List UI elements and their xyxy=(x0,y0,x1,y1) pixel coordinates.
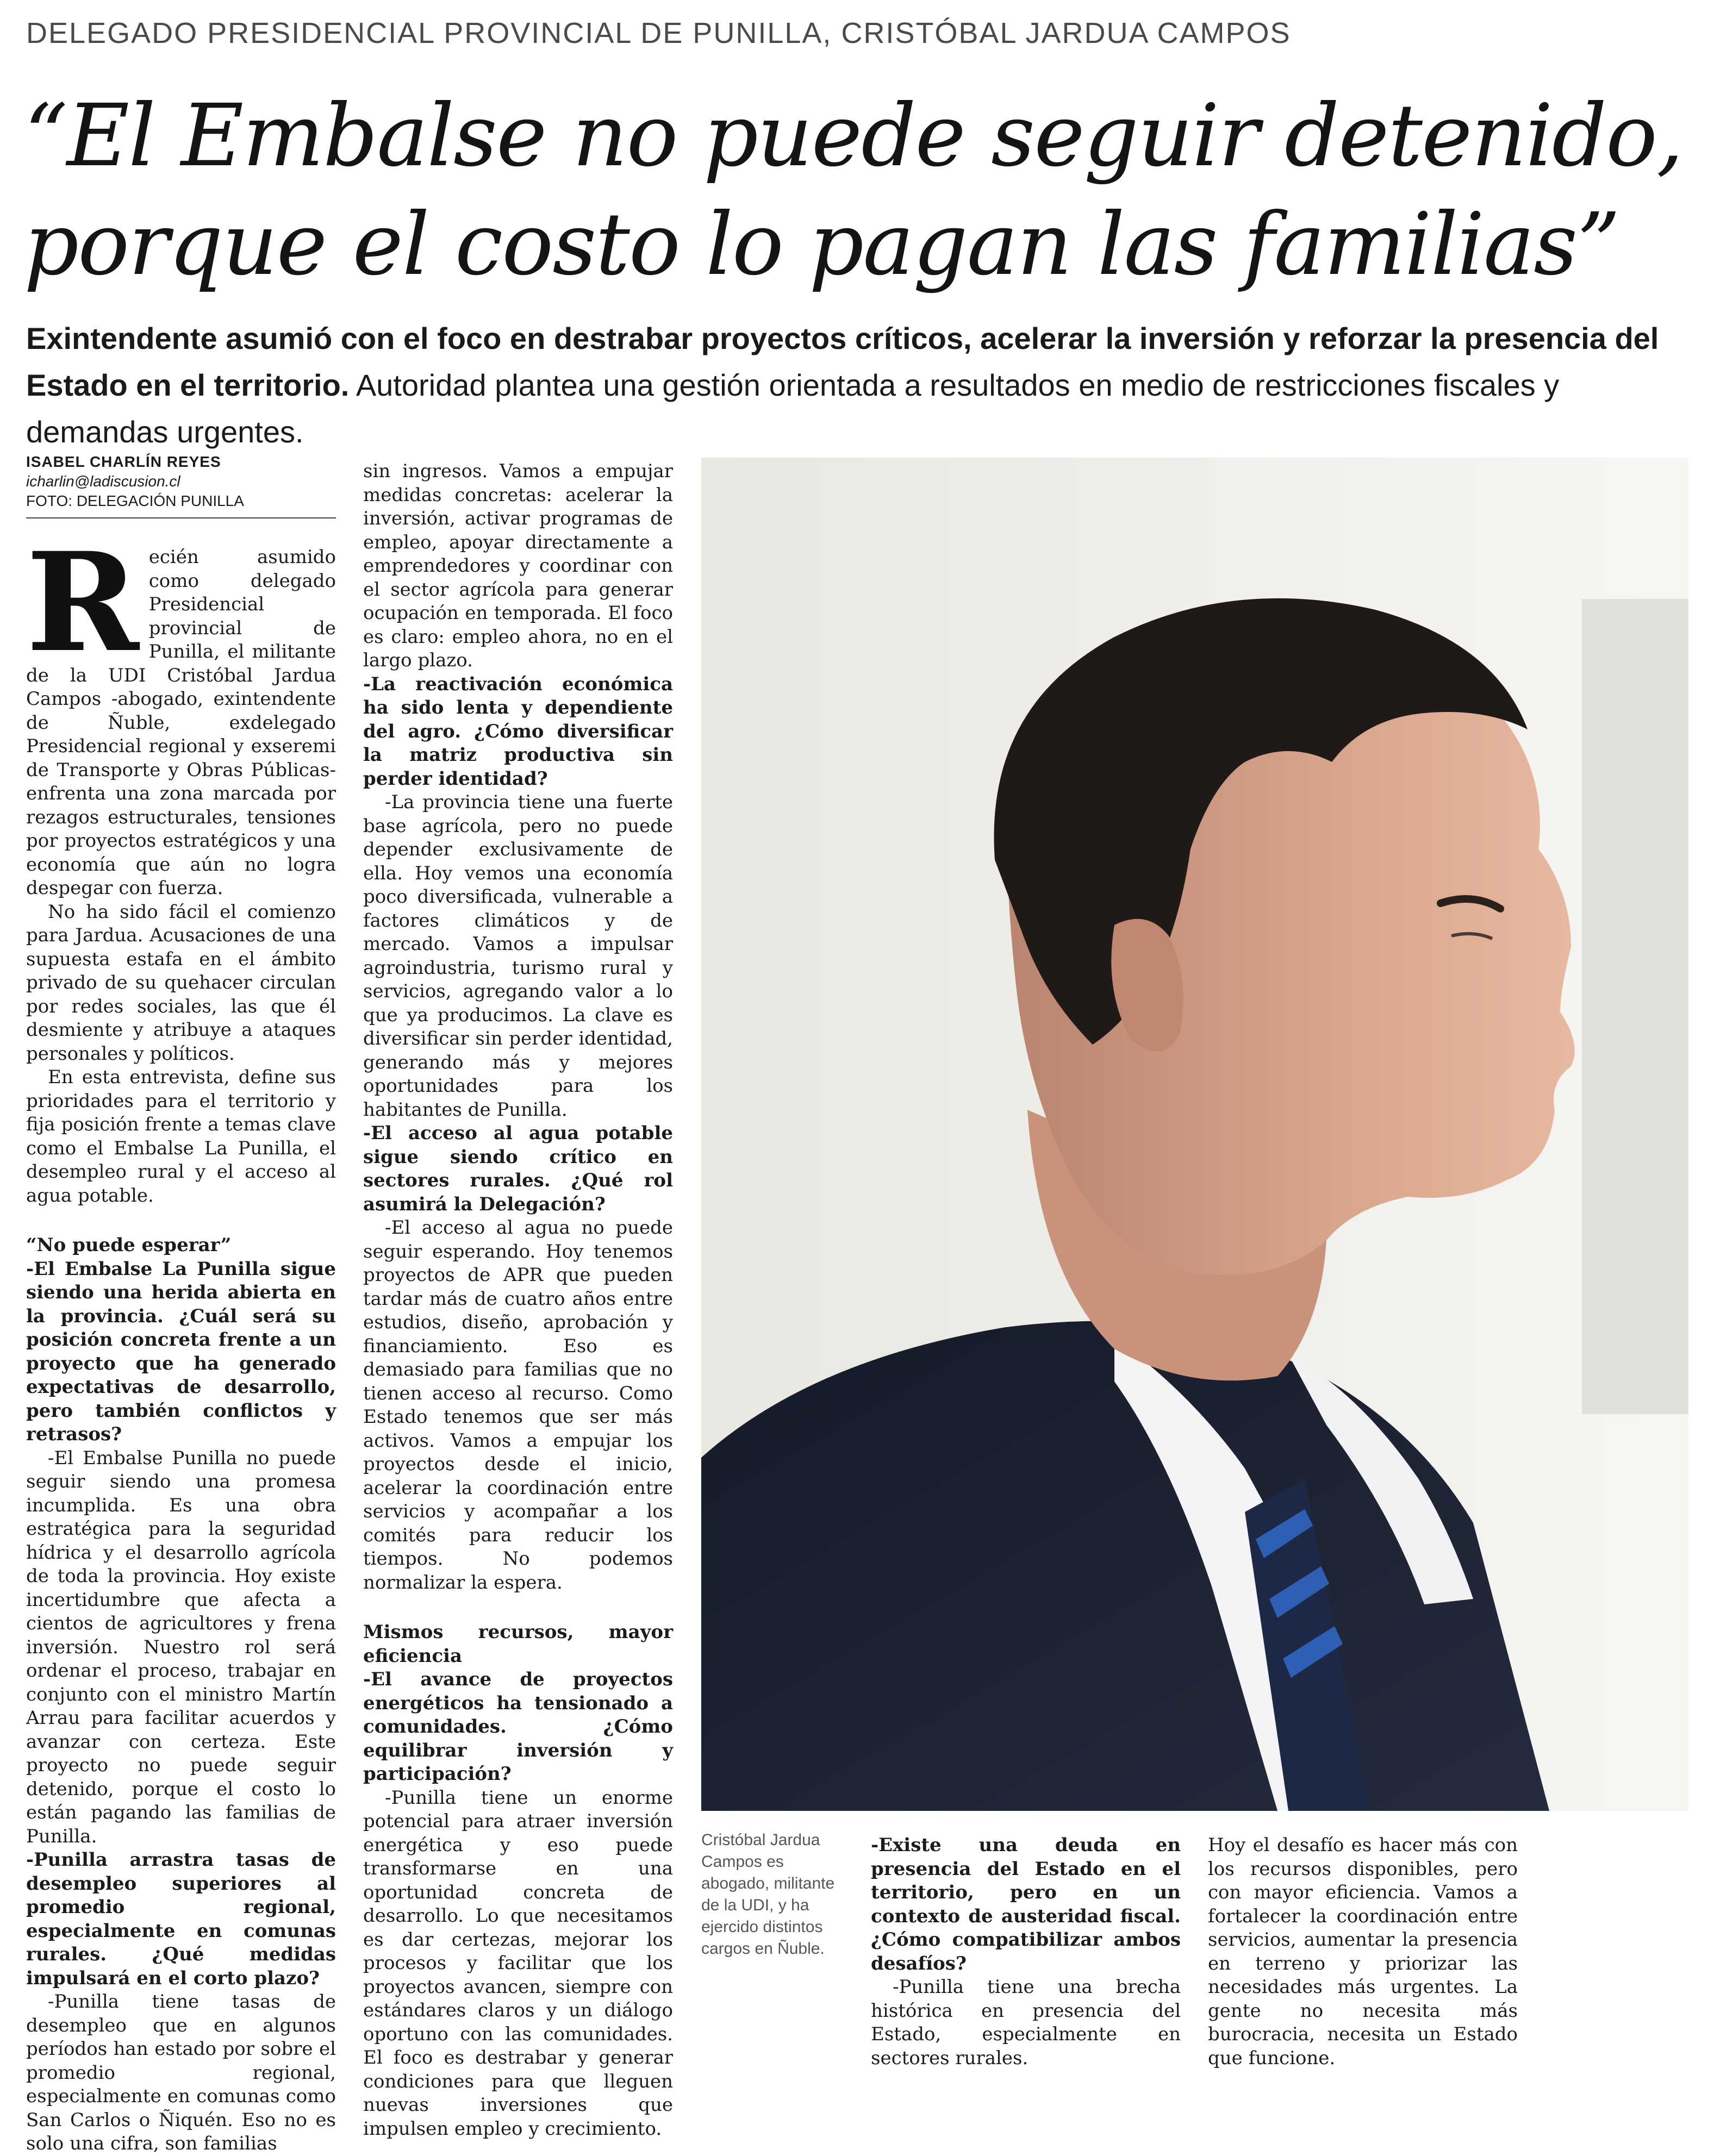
interview-question: -Existe una deuda en presencia del Estado en el territorio, pero en un contexto de austeridad fiscal. ¿Cómo compatibilizar ambos desafíos? xyxy=(871,1834,1181,1974)
portrait-photo xyxy=(701,458,1688,1811)
section-subheading: Mismos recursos, mayor eficiencia xyxy=(363,1621,673,1667)
dek-bold: Exintendente asumió con el foco en destrabar proyectos críticos, acelerar la inversión y reforzar la presencia del Estado en el territorio. xyxy=(26,321,1659,402)
byline-divider xyxy=(26,517,336,518)
section-subheading: “No puede esperar” xyxy=(26,1234,232,1256)
portrait-illustration xyxy=(701,458,1688,1811)
byline-author: ISABEL CHARLÍN REYES xyxy=(26,453,221,470)
interview-answer: -Punilla tiene un enorme potencial para atraer inversión energética y eso puede transformarse en una oportunidad concreta de desarrollo. Lo que necesitamos es dar certezas, mejorar los procesos y facilitar que los proyectos avancen, siempre con estándares claros y un diálogo oportuno con las comunidades. El foco es destrabar y generar condiciones para que lleguen nuevas inversiones que impulsen empleo y crecimiento. xyxy=(363,1786,673,2140)
interview-answer: -El acceso al agua no puede seguir esperando. Hoy tenemos proyectos de APR que pueden tardar más de cuatro años entre estudios, diseño, aprobación y financiamiento. Eso es demasiado para familias que no tienen acceso al recurso. Como Estado tenemos que ser más activos. Vamos a empujar los proyectos desde el inicio, acelerar la coordinación entre servicios y acompañar a los comités para reducir los tiempos. No podemos normalizar la espera. xyxy=(363,1217,673,1593)
dek xyxy=(26,315,1700,455)
photo-credit: FOTO: DELEGACIÓN PUNILLA xyxy=(26,492,244,509)
photo-caption: Cristóbal Jardua Campos es abogado, militante de la UDI, y ha ejercido distintos cargos en Ñuble. xyxy=(701,1831,835,1958)
headline xyxy=(24,82,1698,299)
interview-question: -El Embalse La Punilla sigue siendo una herida abierta en la provincia. ¿Cuál será su posición concreta frente a un proyecto que ha generado expectativas de desarrollo, pero también conflictos y retrasos? xyxy=(26,1258,336,1445)
article-column-1 xyxy=(26,522,336,2154)
interview-answer: -El Embalse Punilla no puede seguir siendo una promesa incumplida. Es una obra estratégica para la seguridad hídrica y el desarrollo agrícola de toda la provincia. Hoy existe incertidumbre que afecta a cientos de agricultores y frena inversión. Nuestro rol será ordenar el proceso, trabajar en conjunto con el ministro Martín Arrau para facilitar acuerdos y avanzar con certeza. Este proyecto no puede seguir detenido, porque el costo lo están pagando las familias de Punilla. xyxy=(26,1447,336,1847)
interview-answer: -Punilla tiene tasas de desempleo que en algunos períodos han estado por sobre el promedio regional, especialmente en comunas como San Carlos o Ñiquén. Eso no es solo una cifra, son familias xyxy=(26,1991,336,2154)
interview-question: -La reactivación económica ha sido lenta y dependiente del agro. ¿Cómo diversificar la matriz productiva sin perder identidad? xyxy=(363,673,673,790)
dek-regular: Autoridad plantea una gestión orientada a resultados en medio de restricciones fiscales y demandas urgentes. xyxy=(26,368,1560,449)
article-column-2 xyxy=(363,460,673,2140)
article-column-4 xyxy=(1208,1834,1518,2073)
byline xyxy=(26,452,336,518)
paragraph: No ha sido fácil el comienzo para Jardua. Acusaciones de una supuesta estafa en el ámbito privado de su quehacer circulan por redes sociales, las que él desmiente y atribuye a ataques personales y políticos. xyxy=(26,901,336,1065)
headline-line-1: “El Embalse no puede seguir detenido, xyxy=(24,86,1683,186)
interview-answer-continued: Hoy el desafío es hacer más con los recursos disponibles, pero con mayor eficiencia. Vamos a fortalecer la coordinación entre servicios, aumentar la presencia en terreno y priorizar las necesidades más urgentes. La gente no necesita más burocracia, necesita un Estado que funcione. xyxy=(1208,1834,1518,2069)
byline-email: icharlin@ladiscusion.cl xyxy=(26,473,180,490)
article-column-3 xyxy=(871,1834,1181,2073)
interview-question: -El avance de proyectos energéticos ha tensionado a comunidades. ¿Cómo equilibrar inversión y participación? xyxy=(363,1668,673,1785)
paragraph: ecién asumido como delegado Presidencial provincial de Punilla, el militante de la UDI Cristóbal Jardua Campos -abogado, exintendente de Ñuble, exdelegado Presidencial regional y exseremi de Transporte y Obras Públicas- enfrenta una zona marcada por rezagos estructurales, tensiones por proyectos estratégicos y una economía que aún no logra despegar con fuerza. xyxy=(26,546,336,899)
interview-question: -Punilla arrastra tasas de desempleo superiores al promedio regional, especialmente en comunas rurales. ¿Qué medidas impulsará en el corto plazo? xyxy=(26,1849,336,1989)
interview-question: -El acceso al agua potable sigue siendo crítico en sectores rurales. ¿Qué rol asumirá la Delegación? xyxy=(363,1122,673,1215)
interview-answer: -Punilla tiene una brecha histórica en presencia del Estado, especialmente en sectores rurales. xyxy=(871,1976,1181,2069)
paragraph: En esta entrevista, define sus prioridades para el territorio y fija posición frente a temas clave como el Embalse La Punilla, el desempleo rural y el acceso al agua potable. xyxy=(26,1066,336,1207)
interview-answer-continued: sin ingresos. Vamos a empujar medidas concretas: acelerar la inversión, activar programas de empleo, apoyar directamente a emprendedores y coordinar con el sector agrícola para generar ocupación en temporada. El foco es claro: empleo ahora, no en el largo plazo. xyxy=(363,460,673,671)
interview-answer: -La provincia tiene una fuerte base agrícola, pero no puede depender exclusivamente de ella. Hoy vemos una economía poco diversificada, vulnerable a factores climáticos y de mercado. Vamos a impulsar agroindustria, turismo rural y servicios, agregando valor a lo que ya producimos. La clave es diversificar sin perder identidad, generando más y mejores oportunidades para los habitantes de Punilla. xyxy=(363,791,673,1121)
drop-cap: R xyxy=(26,522,139,682)
kicker: DELEGADO PRESIDENCIAL PROVINCIAL DE PUNILLA, CRISTÓBAL JARDUA CAMPOS xyxy=(26,17,1291,49)
headline-line-2: porque el costo lo pagan las familias” xyxy=(24,195,1619,295)
